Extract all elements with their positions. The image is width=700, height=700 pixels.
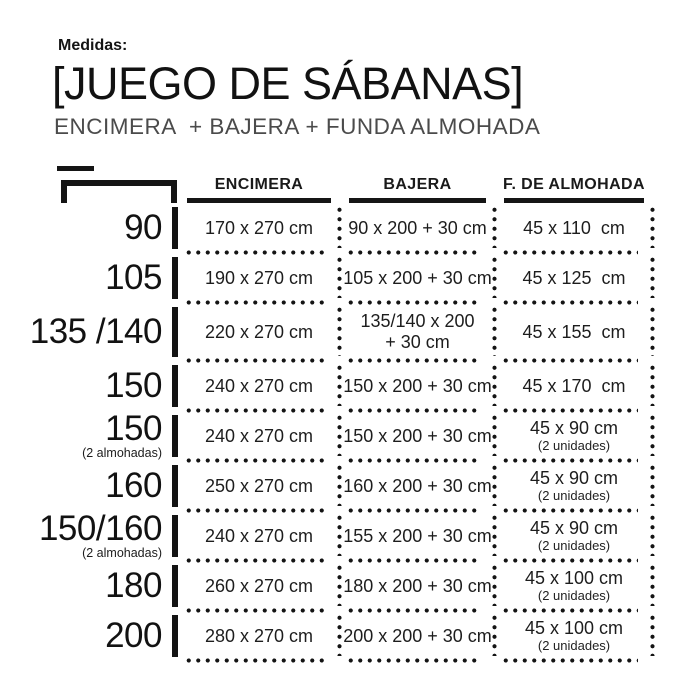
encimera-cell (178, 411, 340, 461)
almohada-cell (495, 561, 653, 611)
encimera-cell (178, 253, 340, 303)
bajera-cell (340, 561, 495, 611)
almohada-note: (2 unidades) (537, 537, 611, 553)
size-label: 180 (105, 566, 162, 606)
table-row (29, 303, 653, 361)
column-header-encimera: ENCIMERA (178, 165, 340, 203)
encimera-cell (178, 561, 340, 611)
sizes-table (29, 165, 653, 661)
almohada-value: 45 x 100 cm (524, 618, 624, 639)
size-label: 90 (124, 208, 162, 248)
table-row (55, 253, 653, 303)
size-label: 150/160 (38, 508, 162, 548)
size-column-header (55, 165, 178, 203)
size-label: 150 (105, 366, 162, 406)
encimera-value: 240 x 270 cm (204, 425, 314, 446)
almohada-cell (495, 361, 653, 411)
bajera-value: 180 x 200 + 30 cm (343, 575, 492, 596)
size-cell (29, 303, 178, 361)
almohada-value: 45 x 155 cm (522, 321, 626, 342)
bajera-cell (340, 303, 495, 361)
bajera-value: 160 x 200 + 30 cm (343, 475, 492, 496)
bracket-right-leg (171, 180, 177, 203)
size-note: (2 almohadas) (82, 546, 162, 561)
bajera-value: 150 x 200 + 30 cm (343, 375, 492, 396)
size-cell (55, 561, 178, 611)
almohada-cell (495, 461, 653, 511)
almohada-value: 45 x 170 cm (522, 375, 626, 396)
table-row (55, 361, 653, 411)
bracket-left-leg (61, 180, 67, 203)
encimera-value: 190 x 270 cm (204, 267, 314, 288)
almohada-cell (495, 253, 653, 303)
size-cell (38, 508, 178, 561)
almohada-cell (495, 611, 653, 661)
bajera-cell (340, 361, 495, 411)
size-label: 135 /140 (29, 312, 162, 352)
column-header-bajera: BAJERA (340, 165, 495, 203)
almohada-note: (2 unidades) (537, 587, 611, 603)
encimera-cell (178, 611, 340, 661)
almohada-note: (2 unidades) (537, 637, 611, 653)
encimera-value: 280 x 270 cm (204, 625, 314, 646)
bajera-value: 200 x 200 + 30 cm (343, 625, 492, 646)
bajera-cell (340, 411, 495, 461)
table-row (38, 508, 653, 561)
encimera-value: 220 x 270 cm (204, 321, 314, 342)
encimera-cell (178, 303, 340, 361)
bajera-cell (340, 253, 495, 303)
size-label: 105 (105, 258, 162, 298)
almohada-value: 45 x 90 cm (529, 518, 619, 539)
table-row (55, 611, 653, 661)
almohada-value: 45 x 90 cm (529, 418, 619, 439)
size-note: (2 almohadas) (82, 446, 162, 461)
page-title: [JUEGO DE SÁBANAS] (52, 58, 524, 109)
size-cell (55, 611, 178, 661)
size-cell (55, 361, 178, 411)
encimera-cell (178, 203, 340, 253)
encimera-cell (178, 361, 340, 411)
bajera-cell (340, 461, 495, 511)
table-row (55, 408, 653, 461)
bajera-value: 150 x 200 + 30 cm (343, 425, 492, 446)
size-cell (55, 253, 178, 303)
column-header-almohada: F. DE ALMOHADA (495, 165, 653, 203)
encimera-value: 250 x 270 cm (204, 475, 314, 496)
encimera-value: 260 x 270 cm (204, 575, 314, 596)
page-subtitle: ENCIMERA + BAJERA + FUNDA ALMOHADA (54, 114, 541, 139)
table-row (55, 561, 653, 611)
bajera-value: 90 x 200 + 30 cm (348, 217, 487, 238)
bajera-value: 155 x 200 + 30 cm (343, 525, 492, 546)
size-label: 200 (105, 616, 162, 656)
bajera-value: 105 x 200 + 30 cm (343, 267, 492, 288)
almohada-value: 45 x 110 cm (523, 217, 625, 238)
bajera-value: 135/140 x 200 (360, 311, 475, 332)
encimera-value: 170 x 270 cm (204, 217, 314, 238)
almohada-value: 45 x 125 cm (522, 267, 626, 288)
encimera-cell (178, 461, 340, 511)
table-header-row (55, 165, 653, 203)
corner-mark-decoration (57, 166, 94, 171)
size-cell (55, 203, 178, 253)
almohada-cell (495, 411, 653, 461)
bajera-cell (340, 511, 495, 561)
table-row (55, 203, 653, 253)
bajera-cell (340, 611, 495, 661)
bajera-value-line2: + 30 cm (385, 332, 450, 352)
encimera-cell (178, 511, 340, 561)
encimera-value: 240 x 270 cm (204, 525, 314, 546)
encimera-value: 240 x 270 cm (204, 375, 314, 396)
almohada-cell (495, 203, 653, 253)
almohada-value: 45 x 90 cm (529, 468, 619, 489)
size-label: 150 (105, 408, 162, 448)
almohada-value: 45 x 100 cm (524, 568, 624, 589)
almohada-note: (2 unidades) (537, 487, 611, 503)
table-row (55, 461, 653, 511)
size-cell (55, 408, 178, 461)
almohada-cell (495, 303, 653, 361)
size-label: 160 (105, 466, 162, 506)
size-cell (55, 461, 178, 511)
almohada-note: (2 unidades) (537, 437, 611, 453)
eyebrow-label: Medidas: (58, 37, 128, 54)
bracket-decoration (61, 180, 177, 186)
bajera-cell (340, 203, 495, 253)
almohada-cell (495, 511, 653, 561)
